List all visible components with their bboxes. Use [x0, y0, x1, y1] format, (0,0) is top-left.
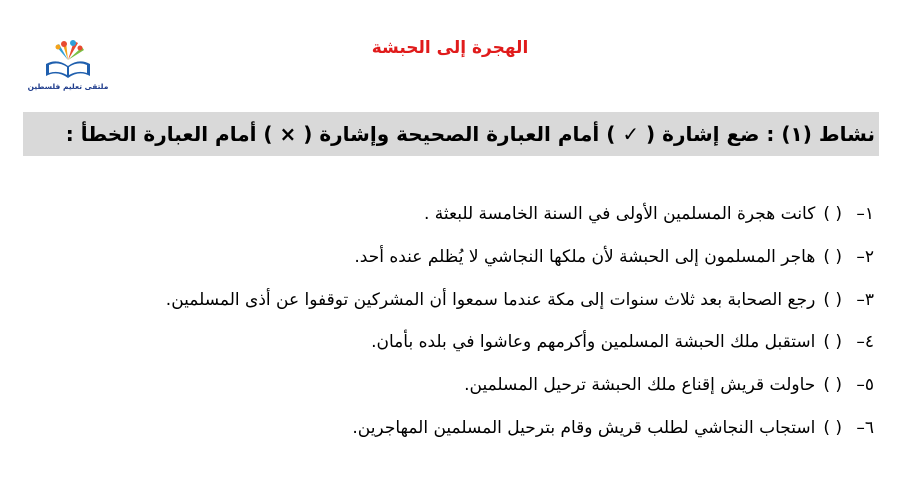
item-text: حاولت قريش إقناع ملك الحبشة ترحيل المسلمين.: [464, 375, 816, 396]
item-text: استجاب النجاشي لطلب قريش وقام بترحيل المسلمين المهاجرين.: [352, 417, 816, 438]
list-item: [54, 239, 874, 282]
answer-box[interactable]: ( ): [823, 204, 842, 224]
list-item: [54, 282, 874, 325]
logo-caption: ملتقى تعليم فلسطين: [27, 82, 109, 91]
list-item: [54, 324, 874, 367]
answer-box[interactable]: ( ): [823, 417, 842, 438]
list-item: [54, 196, 874, 239]
item-text: رجع الصحابة بعد ثلاث سنوات إلى مكة عندما سمعوا أن المشركين توقفوا عن أذى المسلمين.: [165, 289, 816, 310]
activity-header: [23, 112, 879, 156]
item-number: ٢–: [856, 246, 874, 267]
list-item: [54, 367, 874, 410]
statement-list: [54, 196, 874, 453]
item-text: كانت هجرة المسلمين الأولى في السنة الخامسة للبعثة .: [423, 204, 816, 224]
answer-box[interactable]: ( ): [823, 375, 842, 396]
item-number: ١–: [856, 204, 874, 224]
open-book-logo-icon: [22, 38, 114, 82]
item-number: ٤–: [856, 332, 874, 353]
answer-box[interactable]: ( ): [823, 332, 842, 353]
item-number: ٣–: [856, 289, 874, 310]
item-text: استقبل ملك الحبشة المسلمين وأكرمهم وعاشوا في بلده بأمان.: [371, 332, 816, 353]
page-title: الهجرة إلى الحبشة: [371, 38, 529, 58]
answer-box[interactable]: ( ): [823, 246, 842, 267]
answer-box[interactable]: ( ): [823, 289, 842, 310]
site-logo: [22, 38, 114, 94]
item-number: ٥–: [856, 375, 874, 396]
list-item: [54, 410, 874, 453]
activity-instruction: نشاط (١) : ضع إشارة ( ✓ ) أمام العبارة الصحيحة وإشارة ( × ) أمام العبارة الخطأ :: [65, 122, 875, 146]
item-text: هاجر المسلمون إلى الحبشة لأن ملكها النجاشي لا يُظلم عنده أحد.: [354, 246, 816, 267]
item-number: ٦–: [856, 417, 874, 438]
